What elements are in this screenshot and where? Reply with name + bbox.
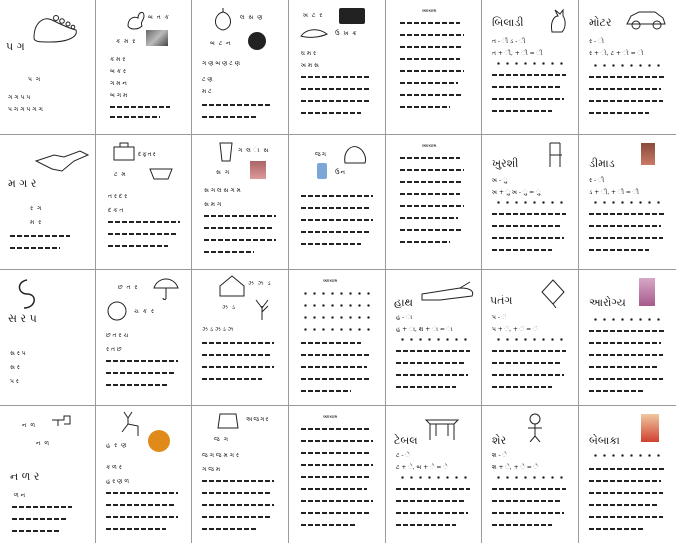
snake-icon <box>12 276 42 312</box>
text-line <box>106 372 176 374</box>
text-line <box>492 74 566 76</box>
vowel-rule: પ - ં <box>492 314 507 321</box>
text-line <box>301 512 371 514</box>
practice-row: ઘ મ ર <box>301 50 317 57</box>
wool-icon <box>341 141 369 167</box>
card-subword: ઉ ખ ક્ર <box>335 30 358 37</box>
text-line <box>589 516 663 518</box>
card-word: અજગર <box>246 416 270 423</box>
practice-row: ખ મ સ <box>301 62 319 69</box>
dotted-row <box>591 318 665 321</box>
practice-row: પ ર <box>10 378 19 385</box>
text-line <box>301 219 373 221</box>
card-r1c6 <box>482 0 578 134</box>
text-line <box>301 243 361 245</box>
text-line <box>400 94 462 96</box>
card-word: પતંગ <box>490 294 513 307</box>
card-subletters: પ ગ <box>28 76 42 83</box>
card-r4c6 <box>482 406 578 543</box>
text-line <box>12 506 72 508</box>
text-line <box>492 225 562 227</box>
text-line <box>110 116 160 118</box>
text-line <box>108 221 180 223</box>
house-icon <box>218 274 246 298</box>
text-line <box>492 350 566 352</box>
text-line <box>301 452 369 454</box>
text-line <box>106 528 166 530</box>
foot-icon <box>30 8 80 46</box>
practice-row: મ ટ <box>202 88 212 95</box>
photo-thumb <box>146 30 168 46</box>
text-line <box>400 82 458 84</box>
dotted-row <box>398 338 470 341</box>
practice-row: ત ર દ ર <box>108 193 128 200</box>
text-line <box>492 374 564 376</box>
text-line <box>589 213 665 215</box>
practice-row: હ ર ણ ળ <box>106 478 130 485</box>
vowel-rule: ત + ી, + ી = ી <box>492 50 543 57</box>
practice-row: ઝ ડ ઝ ડ ઝ <box>202 326 234 333</box>
practice-row: દ ક ત <box>108 207 124 214</box>
crocodile-icon <box>34 141 90 177</box>
card-heading: વ્યાયામ <box>323 279 338 284</box>
practice-row: ટ ણ <box>202 76 213 83</box>
practice-row: ર ગ <box>30 205 43 212</box>
card-word: બ ત ક <box>148 14 170 21</box>
text-line <box>492 213 566 215</box>
dotted-row <box>494 62 564 65</box>
text-line <box>301 476 371 478</box>
text-line <box>396 500 466 502</box>
card-r2c3 <box>192 135 288 269</box>
card-r1c1 <box>0 0 95 134</box>
text-line <box>492 386 552 388</box>
text-line <box>12 518 68 520</box>
text-line <box>492 512 564 514</box>
card-word: ગ લ ા સ <box>238 147 270 154</box>
practice-row: ક ળ ર <box>106 464 122 471</box>
text-line <box>108 233 178 235</box>
card-r4c1 <box>0 406 95 543</box>
text-line <box>301 112 361 114</box>
text-line <box>301 88 371 90</box>
vowel-rule: ટ + ે, બ + ે = ે <box>396 464 448 471</box>
practice-row: ન ળ ર <box>10 470 40 483</box>
pumpkin-icon <box>148 430 170 452</box>
text-line <box>396 512 468 514</box>
text-line <box>400 34 464 36</box>
chair-icon <box>544 141 566 169</box>
text-line <box>589 76 665 78</box>
text-line <box>301 354 371 356</box>
kite-icon <box>540 278 566 308</box>
text-line <box>589 249 649 251</box>
garlic-icon <box>210 6 236 32</box>
card-word: હાથ <box>394 296 413 309</box>
text-line <box>492 488 566 490</box>
card-subword: ટ મ <box>114 171 127 178</box>
card-word: શેર <box>492 434 507 447</box>
practice-row: સ ગ લ સ ગ મ <box>204 187 241 194</box>
card-word: આરોગ્ય <box>589 296 626 309</box>
text-line <box>202 104 272 106</box>
text-line <box>110 106 170 108</box>
deer-icon <box>118 410 142 438</box>
card-word: ટેબલ <box>394 434 418 447</box>
practice-row: ક મ ર <box>110 56 126 63</box>
basket-icon <box>148 161 174 181</box>
text-line <box>589 468 665 470</box>
jug-pot-icon <box>214 410 244 432</box>
text-line <box>492 500 562 502</box>
text-line <box>396 488 470 490</box>
dotted-row <box>301 316 373 319</box>
card-letters: પ ગ <box>6 40 25 53</box>
card-r2c4 <box>289 135 385 269</box>
pigeon-icon <box>299 26 329 40</box>
practice-row: ર ત છ <box>106 346 122 353</box>
text-line <box>204 215 276 217</box>
glass-icon <box>218 141 234 163</box>
card-subword: ન ળ <box>36 440 51 447</box>
practice-row: ગ ગ પ પ <box>8 94 31 101</box>
practice-row: ળ ન <box>14 492 26 499</box>
text-line <box>301 231 369 233</box>
text-line <box>10 235 70 237</box>
dotted-row <box>398 476 470 479</box>
text-line <box>106 492 178 494</box>
card-r1c5 <box>386 0 481 134</box>
text-line <box>301 390 351 392</box>
text-line <box>589 100 663 102</box>
text-line <box>202 528 258 530</box>
vowel-rule: પ + ં, + ં = ં <box>492 326 538 333</box>
vowel-rule: ર - ી <box>589 177 605 184</box>
card-r1c3 <box>192 0 288 134</box>
practice-row: બ ગ મ <box>110 92 128 99</box>
text-line <box>108 245 168 247</box>
card-word: દફતર <box>138 151 157 158</box>
practice-row: પ ગ ગ પ ગ ગ <box>8 106 43 113</box>
card-r1c2 <box>96 0 191 134</box>
vowel-rule: ત - ી ડ - ી <box>492 38 526 45</box>
card-r3c3 <box>192 270 288 404</box>
text-line <box>12 530 60 532</box>
text-line <box>202 480 274 482</box>
text-line <box>106 360 178 362</box>
text-line <box>202 116 257 118</box>
vowel-rule: ખ - ુ <box>492 177 508 184</box>
text-line <box>301 366 367 368</box>
text-line <box>400 193 460 195</box>
dotted-row <box>494 201 564 204</box>
text-line <box>492 98 564 100</box>
card-heading: વ્યાયામ <box>323 415 338 420</box>
card-r1c7 <box>579 0 676 134</box>
card-r2c5 <box>386 135 481 269</box>
practice-row: જ ગ જ મ ગ ર <box>202 452 239 459</box>
text-line <box>589 225 661 227</box>
card-word: બેબાકા <box>589 434 620 447</box>
text-line <box>589 390 645 392</box>
card-subword: જ ગ <box>214 436 229 443</box>
text-line <box>400 229 462 231</box>
hand-icon <box>420 278 476 304</box>
card-subword: બ ટ ન <box>210 40 232 47</box>
text-line <box>400 106 450 108</box>
card-r4c3 <box>192 406 288 543</box>
text-line <box>301 488 367 490</box>
card-word: ખ ટ ર <box>303 12 324 19</box>
text-line <box>202 492 272 494</box>
text-line <box>492 86 562 88</box>
card-r2c2 <box>96 135 191 269</box>
practice-row: ગ મ ન <box>110 80 127 87</box>
card-subword: ક મ ર <box>116 38 137 45</box>
practice-row: સ મ ગ <box>204 201 222 208</box>
text-line <box>589 480 661 482</box>
text-line <box>589 112 649 114</box>
card-r2c7 <box>579 135 676 269</box>
text-line <box>589 366 659 368</box>
text-line <box>301 500 373 502</box>
duck-icon <box>124 6 146 32</box>
text-line <box>589 354 663 356</box>
card-r4c2 <box>96 406 191 543</box>
text-line <box>400 181 462 183</box>
practice-row: સ ર પ <box>10 350 26 357</box>
card-word: ન ળ <box>22 422 37 429</box>
card-word: સ ર પ <box>8 312 37 325</box>
card-r2c1 <box>0 135 95 269</box>
vowel-rule: ટ - ે <box>396 452 410 459</box>
photo-thumb <box>339 8 365 24</box>
card-r4c5 <box>386 406 481 543</box>
photo-thumb <box>250 161 266 179</box>
text-line <box>106 384 168 386</box>
vowel-rule: ર - ો <box>589 38 604 45</box>
vowel-rule: હ + ા, થ + ા = ા <box>396 326 453 333</box>
wheel-icon <box>106 300 128 322</box>
text-line <box>301 524 357 526</box>
vowel-rule: ખ + ુ ખ - ુ = ુ <box>492 189 541 196</box>
card-r3c4 <box>289 270 385 404</box>
umbrella-icon <box>152 274 180 300</box>
text-line <box>492 524 552 526</box>
text-line <box>492 362 562 364</box>
button-icon <box>248 32 266 50</box>
text-line <box>396 386 456 388</box>
text-line <box>589 88 661 90</box>
text-line <box>301 76 371 78</box>
practice-row: છ ત ર ચ <box>106 332 129 339</box>
cat-icon <box>548 8 568 34</box>
text-line <box>400 22 460 24</box>
card-word: છ ત ર <box>118 284 139 291</box>
text-line <box>204 251 254 253</box>
text-line <box>396 362 466 364</box>
practice-row: સ ર <box>10 364 20 371</box>
text-line <box>400 157 460 159</box>
text-line <box>400 70 464 72</box>
vowel-rule: શ + ે, + ે = ે <box>492 464 539 471</box>
dotted-row <box>494 338 566 341</box>
vowel-rule: ડ + ી, + ી = ી <box>589 189 639 196</box>
text-line <box>106 516 178 518</box>
text-line <box>396 524 456 526</box>
card-word: જગ <box>315 151 328 158</box>
card-r3c2 <box>96 270 191 404</box>
figure-icon <box>522 412 548 442</box>
text-line <box>301 195 373 197</box>
card-subword: ઝ ડ <box>222 304 236 311</box>
text-line <box>400 169 464 171</box>
card-word: મોટર <box>589 16 612 29</box>
card-word: હ ર ણ <box>106 442 128 449</box>
vowel-rule: હ - ા <box>396 314 413 321</box>
dotted-row <box>301 292 373 295</box>
text-line <box>202 366 274 368</box>
text-line <box>204 239 276 241</box>
tap-icon <box>50 412 72 438</box>
text-line <box>301 440 373 442</box>
text-line <box>400 241 450 243</box>
card-r2c6 <box>482 135 578 269</box>
text-line <box>301 464 373 466</box>
text-line <box>301 428 371 430</box>
card-r3c1 <box>0 270 95 404</box>
text-line <box>589 528 645 530</box>
text-line <box>204 227 274 229</box>
practice-row: મ ર <box>30 219 43 226</box>
card-r3c5 <box>386 270 481 404</box>
photo-thumb <box>639 278 655 306</box>
text-line <box>202 504 274 506</box>
card-subword: સ ગ <box>216 169 231 176</box>
card-word: ડીમાડ <box>589 157 615 170</box>
text-line <box>492 249 552 251</box>
card-r1c4 <box>289 0 385 134</box>
text-line <box>301 342 361 344</box>
text-line <box>202 342 274 344</box>
text-line <box>301 100 371 102</box>
dotted-row <box>301 304 373 307</box>
tree-icon <box>252 296 272 322</box>
dotted-row <box>591 454 665 457</box>
text-line <box>492 110 552 112</box>
text-line <box>301 378 371 380</box>
dotted-row <box>591 201 665 204</box>
text-line <box>202 354 272 356</box>
card-subword: ચ ક ર <box>134 308 155 315</box>
text-line <box>396 374 468 376</box>
text-line <box>400 46 462 48</box>
card-word: લ સ ણ <box>240 14 264 21</box>
card-r3c6 <box>482 270 578 404</box>
text-line <box>589 504 659 506</box>
vowel-rule: ર + ો, ટ + ો = ો <box>589 50 644 57</box>
card-subword: ઉન <box>335 169 347 176</box>
text-line <box>589 492 663 494</box>
text-line <box>400 58 460 60</box>
practice-row: ગ ણ બ ણ ટ ણ <box>202 60 240 67</box>
text-line <box>589 330 665 332</box>
card-word: ઝ ઝ ડ <box>248 280 272 287</box>
dotted-row <box>301 328 373 331</box>
bag-icon <box>112 141 136 161</box>
card-r3c7 <box>579 270 676 404</box>
table-icon <box>424 414 460 442</box>
car-icon <box>625 6 667 32</box>
card-heading: વ્યાયામ <box>422 144 437 149</box>
photo-thumb <box>641 143 655 165</box>
text-line <box>589 342 661 344</box>
jug-icon <box>317 163 327 179</box>
text-line <box>589 237 663 239</box>
dotted-row <box>591 64 665 67</box>
photo-thumb <box>641 414 659 442</box>
text-line <box>589 378 663 380</box>
card-word: ખુરશી <box>492 157 519 170</box>
card-r4c4 <box>289 406 385 543</box>
text-line <box>106 504 176 506</box>
text-line <box>202 378 262 380</box>
card-heading: વ્યાયામ <box>422 9 437 14</box>
text-line <box>202 516 270 518</box>
text-line <box>400 205 464 207</box>
practice-row: બ ક ર <box>110 68 126 75</box>
card-word: બિલાડી <box>492 16 524 29</box>
dotted-row <box>494 476 566 479</box>
text-line <box>301 207 371 209</box>
practice-row: ગ જ મ <box>202 466 221 473</box>
card-r4c7 <box>579 406 676 543</box>
card-word: મ ગ ર <box>8 177 37 190</box>
text-line <box>492 237 564 239</box>
text-line <box>396 350 470 352</box>
vowel-rule: શ - ે <box>492 452 507 459</box>
text-line <box>400 217 458 219</box>
text-line <box>10 247 60 249</box>
